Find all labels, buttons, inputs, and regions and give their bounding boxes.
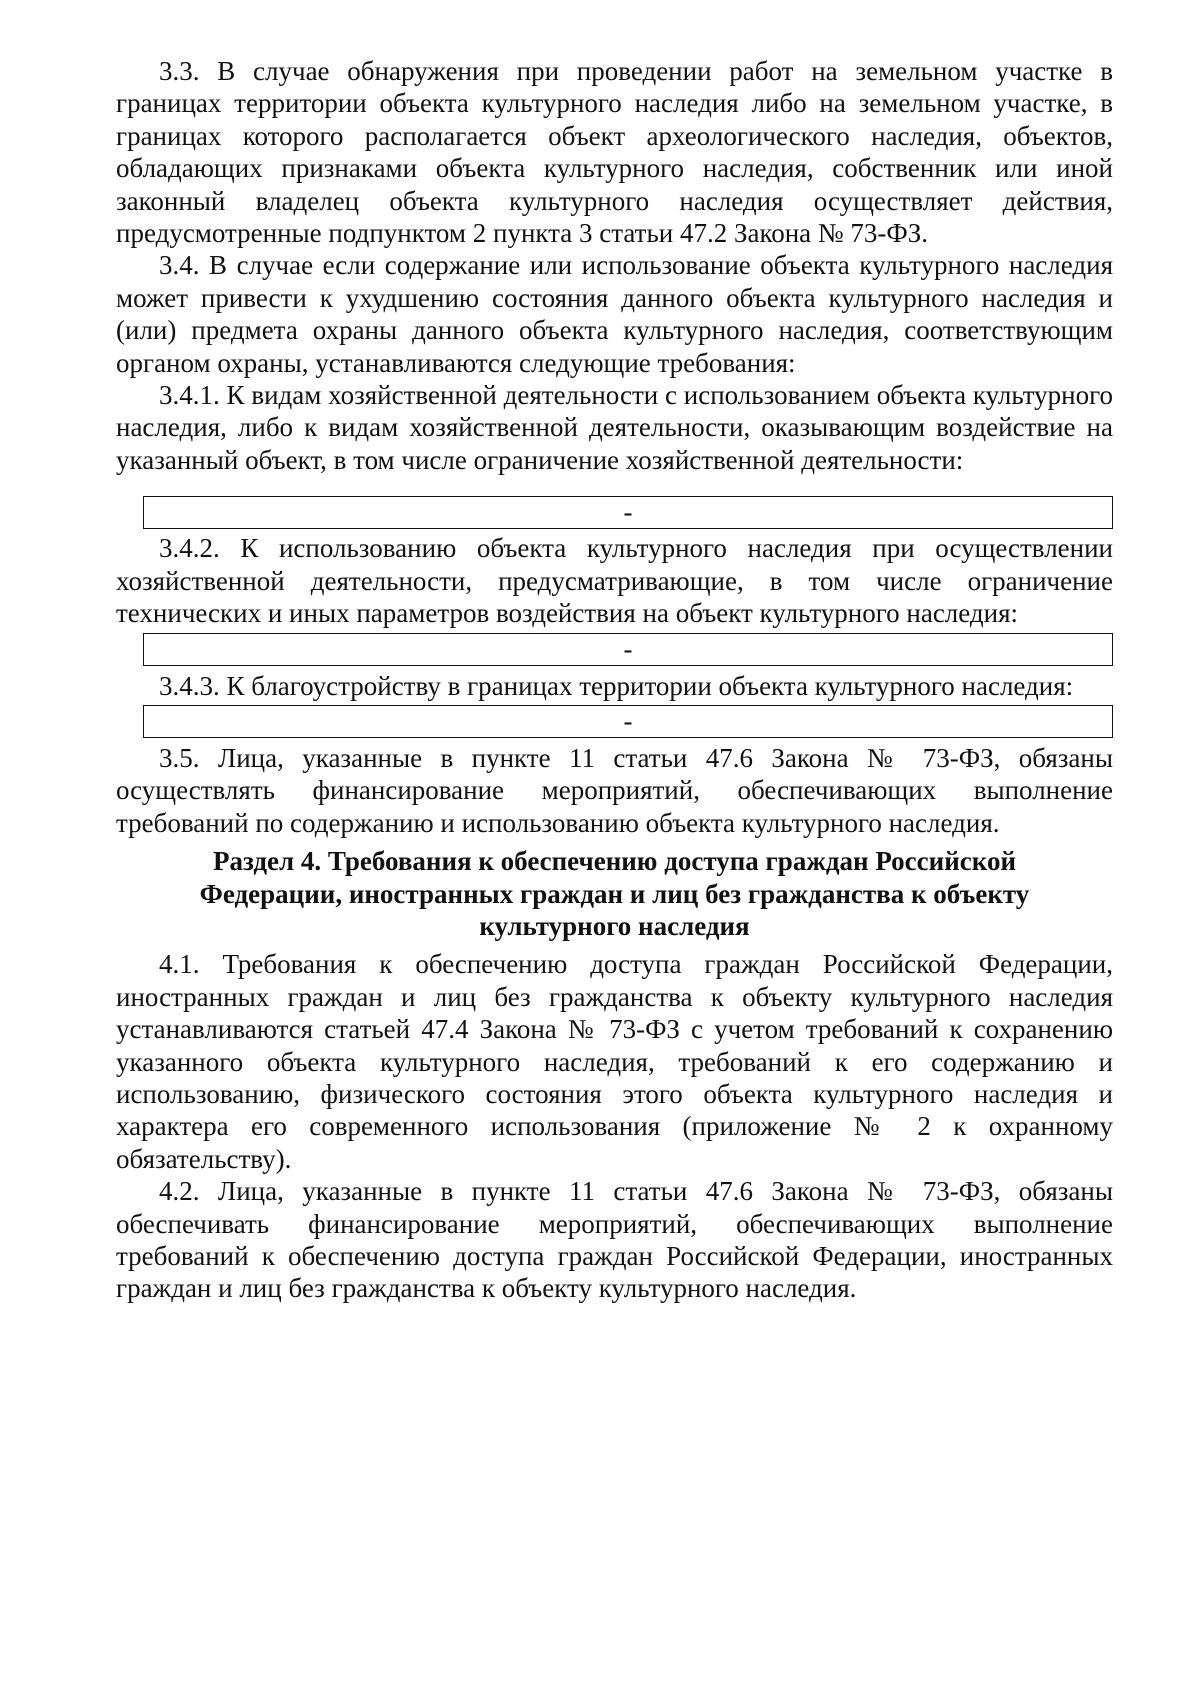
section-4-heading: Раздел 4. Требования к обеспечению доступа граждан Российской Федерации, иностранных граждан и лиц без гражданства к объекту культурного наследия xyxy=(199,846,1030,941)
document-body xyxy=(116,55,1113,1305)
paragraph-4-1: 4.1. Требования к обеспечению доступа граждан Российской Федерации, иностранных граждан и лиц без гражданства к объекту культурного наследия устанавливаются статьей 47.4 Закона № 73-ФЗ с учетом требований к сохранению указанного объекта культурного наследия, требований к его содержанию и использованию, физического состояния этого объекта культурного наследия и характера его современного использования (приложение № 2 к охранному обязательству). xyxy=(116,949,1113,1174)
paragraph-3-4-1: 3.4.1. К видам хозяйственной деятельности с использованием объекта культурного наследия, либо к видам хозяйственной деятельности, оказывающим воздействие на указанный объект, в том числе ограничение хозяйственной деятельности: xyxy=(116,380,1113,475)
paragraph-3-4: 3.4. В случае если содержание или использование объекта культурного наследия может привести к ухудшению состояния данного объекта культурного наследия и (или) предмета охраны данного объекта культурного наследия, соответствующим органом охраны, устанавливаются следующие требования: xyxy=(116,250,1113,378)
paragraph-3-5: 3.5. Лица, указанные в пункте 11 статьи 47.6 Закона № 73-ФЗ, обязаны осуществлять финансирование мероприятий, обеспечивающих выполнение требований по содержанию и использованию объекта культурного наследия. xyxy=(116,742,1113,838)
paragraph-3-4-3: 3.4.3. К благоустройству в границах территории объекта культурного наследия: xyxy=(159,670,1074,701)
paragraph-3-3: 3.3. В случае обнаружения при проведении работ на земельном участке в границах территории объекта культурного наследия либо на земельном участке, в границах которого располагается объект археологического наследия, объектов, обладающих признаками объекта культурного наследия, собственник или иной законный владелец объекта культурного наследия осуществляет действия, предусмотренные подпунктом 2 пункта 3 статьи 47.2 Закона № 73-ФЗ. xyxy=(116,56,1113,249)
requirements-box-3-4-3: - xyxy=(143,705,1113,738)
paragraph-4-2: 4.2. Лица, указанные в пункте 11 статьи 47.6 Закона № 73-ФЗ, обязаны обеспечивать финансирование мероприятий, обеспечивающих выполнение требований к обеспечению доступа граждан Российской Федерации, иностранных граждан и лиц без гражданства к объекту культурного наследия. xyxy=(116,1176,1113,1304)
paragraph-3-4-2: 3.4.2. К использованию объекта культурного наследия при осуществлении хозяйственной деятельности, предусматривающие, в том числе ограничение технических и иных параметров воздействия на объект культурного наследия: xyxy=(116,533,1113,629)
requirements-box-3-4-1: - xyxy=(143,496,1113,529)
requirements-box-3-4-2: - xyxy=(143,633,1113,666)
